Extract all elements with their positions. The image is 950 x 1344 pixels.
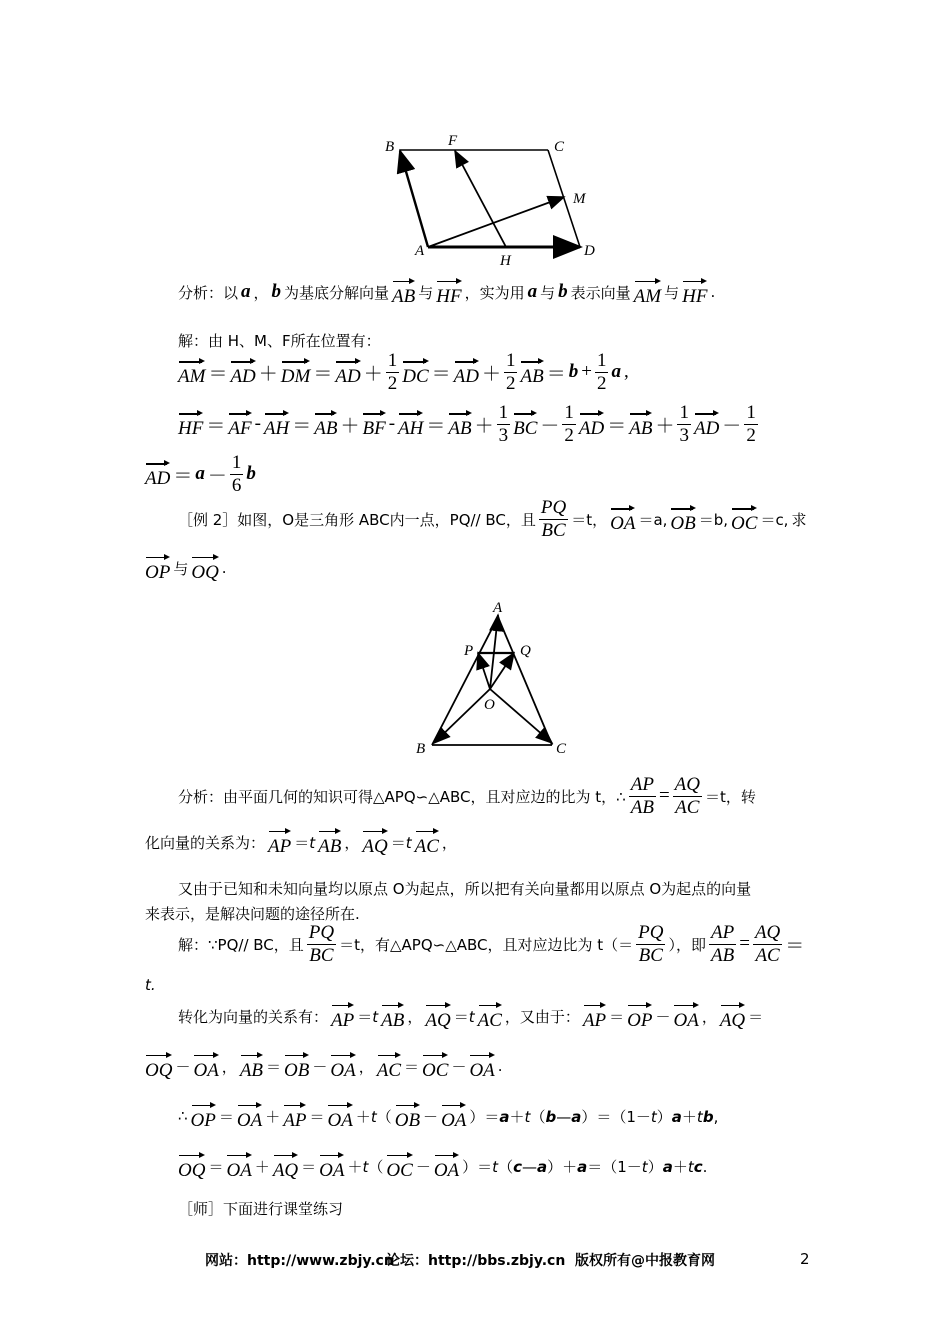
solution2-line2: 转化为向量的关系有： AP ＝t AB ， AQ ＝t AC ，又由于： AP ＝ OP － OA ， AQ ＝ [178, 1000, 763, 1032]
analysis2-para2: 来表示，是解决问题的途径所在. [145, 905, 360, 923]
label-D: D [584, 243, 595, 259]
label-M: M [573, 191, 586, 207]
label-P: P [464, 643, 474, 659]
equation-AM: AM ＝ AD ＋ DM ＝ AD ＋ $\frac{1}{2}$ DC ＝ AD ＋ $\frac{1}{2}$ AB ＝ b + $\frac{1}{2}$ a , [178, 350, 629, 394]
label-O: O [484, 697, 495, 713]
solution2-line1: 解：∵PQ// BC，且 $\frac{PQ}{BC}$ ＝t，有△APQ∽△ABC，且对应边比为 t（＝ $\frac{PQ}{BC}$ ），即 $\frac{AP}{AB}$ = $\frac{AQ}{AC}$ ＝ [178, 922, 805, 966]
label-B: B [416, 741, 426, 757]
example2-line2: OP 与 OQ . [145, 552, 227, 584]
label-A: A [493, 600, 503, 616]
solution2-OQ: OQ ＝ OA ＋ AQ ＝ OA ＋t（ OC － OA ）＝t（c—a）＋a＝（1－t）a＋tc. [178, 1150, 707, 1182]
solution2-OP: ∴ OP ＝ OA ＋ AP ＝ OA ＋t（ OB － OA ）＝a＋t（b—a）＝（1－t）a＋tb, [178, 1100, 718, 1132]
label-A: A [415, 243, 425, 259]
analysis1-line: 分析：以 a ， b 为基底分解向量 AB 与 HF ，实为用 a 与 b 表示向量 AM 与 HF . [178, 276, 715, 308]
solution2-line3: OQ － OA ， AB ＝ OB － OA ， AC ＝ OC － OA . [145, 1050, 503, 1082]
vector-HF: HF [436, 276, 461, 308]
footer-site[interactable]: 网站：http://www.zbjy.cn [205, 1253, 394, 1269]
example2-line: ［例 2］如图，O是三角形 ABC内一点，PQ// BC，且 $\frac{PQ}{BC}$ ＝t， OA ＝a, OB ＝b, OC ＝c, 求 [178, 497, 807, 541]
triangle-figure [410, 597, 580, 757]
analysis2-line1: 分析：由平面几何的知识可得△APQ∽△ABC，且对应边的比为 t，∴ $\frac{AP}{AB}$ = $\frac{AQ}{AC}$ ＝t，转 [178, 774, 756, 818]
vector-HF: HF [682, 276, 707, 308]
vector-AM: AM [634, 276, 661, 308]
label-Q: Q [520, 643, 531, 659]
label-H: H [500, 253, 511, 265]
label-C: C [554, 139, 565, 155]
analysis2-line2: 化向量的关系为： AP ＝t AB ， AQ ＝t AC ， [145, 826, 457, 858]
page-number: 2 [800, 1250, 810, 1268]
label-F: F [448, 133, 458, 149]
solution1-intro: 解：由 H、M、F所在位置有： [178, 332, 381, 350]
parallelogram-figure [380, 125, 610, 265]
vector-AB: AB [392, 276, 415, 308]
teacher-line: ［师］下面进行课堂练习 [178, 1200, 344, 1218]
equation-HF: HF ＝ AF - AH ＝ AB ＋ BF - AH ＝ AB ＋ $\frac{1}{3}$ BC － $\frac{1}{2}$ AD ＝ AB ＋ $\frac{1}{3}$ AD － $\frac{1}{2}$ [178, 402, 756, 446]
footer-copyright: 版权所有@中报教育网 [575, 1253, 715, 1269]
equation-HF-cont: AD ＝ a － $\frac{1}{6}$ b [145, 452, 256, 496]
label-B: B [385, 139, 395, 155]
footer-forum[interactable]: 论坛：http://bbs.zbjy.cn [386, 1253, 566, 1269]
analysis2-para: 又由于已知和未知向量均以原点 O为起点，所以把有关向量都用以原点 O为起点的向量 [178, 880, 752, 898]
solution2-t: t. [145, 976, 156, 994]
label-C: C [556, 741, 567, 757]
